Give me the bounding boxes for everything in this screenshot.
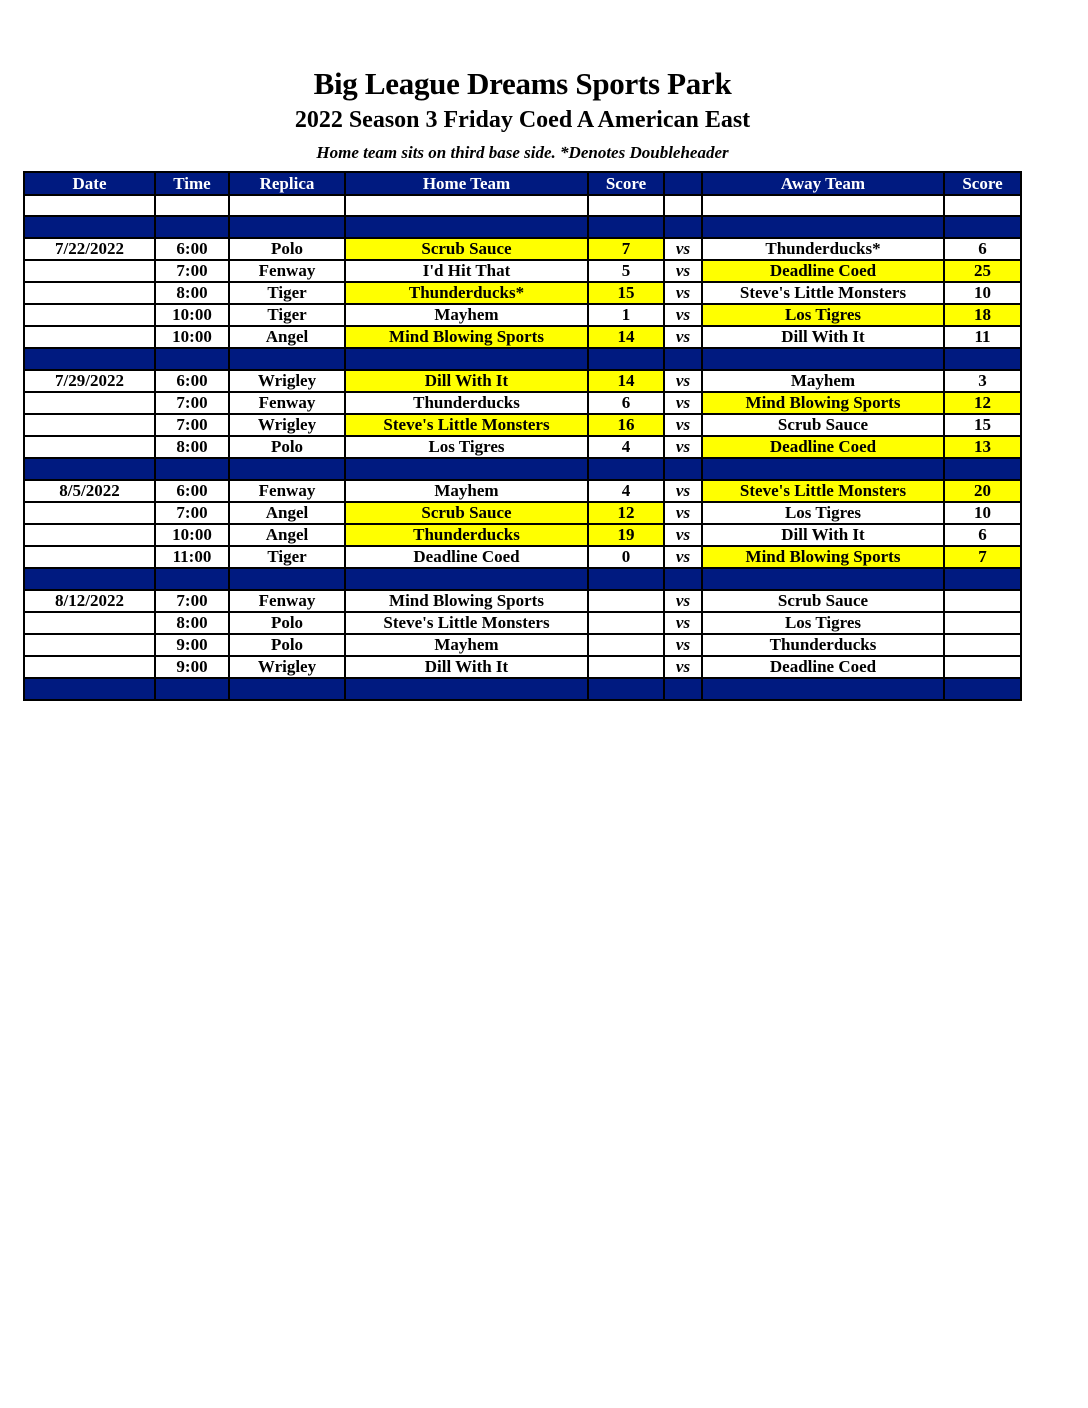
replica-cell: Angel	[229, 524, 345, 546]
week-separator-row-cell	[944, 678, 1021, 700]
date-cell	[24, 304, 155, 326]
home-team-cell: Mayhem	[345, 634, 588, 656]
home-team-cell: Thunderducks	[345, 524, 588, 546]
week-separator-row	[24, 348, 1021, 370]
game-row	[24, 546, 1021, 568]
game-row	[24, 282, 1021, 304]
home-score-cell: 15	[588, 282, 664, 304]
time-cell: 8:00	[155, 282, 229, 304]
away-team-cell: Scrub Sauce	[702, 414, 944, 436]
replica-cell: Angel	[229, 326, 345, 348]
vs-cell: vs	[664, 634, 702, 656]
home-team-cell: Scrub Sauce	[345, 502, 588, 524]
page-subtitle: 2022 Season 3 Friday Coed A American East	[294, 107, 751, 133]
vs-cell: vs	[664, 502, 702, 524]
home-score-cell: 4	[588, 436, 664, 458]
column-header-date: Date	[24, 172, 155, 195]
week-separator-row-cell	[588, 216, 664, 238]
home-team-cell: Mayhem	[345, 304, 588, 326]
week-separator-row-cell	[588, 568, 664, 590]
date-cell: 8/5/2022	[24, 480, 155, 502]
replica-cell: Polo	[229, 612, 345, 634]
week-separator-row	[24, 568, 1021, 590]
vs-cell: vs	[664, 546, 702, 568]
time-cell: 8:00	[155, 436, 229, 458]
week-separator-row-cell	[229, 568, 345, 590]
time-cell: 9:00	[155, 656, 229, 678]
home-team-cell: Dill With It	[345, 370, 588, 392]
week-separator-row-cell	[24, 678, 155, 700]
vs-cell: vs	[664, 656, 702, 678]
vs-cell: vs	[664, 392, 702, 414]
home-score-cell	[588, 590, 664, 612]
week-separator-row-cell	[664, 216, 702, 238]
week-separator-row-cell	[24, 568, 155, 590]
week-separator-row	[24, 216, 1021, 238]
away-score-cell: 12	[944, 392, 1021, 414]
home-score-cell	[588, 612, 664, 634]
away-team-cell: Mind Blowing Sports	[702, 392, 944, 414]
home-score-cell: 16	[588, 414, 664, 436]
week-separator-row-cell	[944, 568, 1021, 590]
blank-row-cell	[229, 195, 345, 216]
game-row	[24, 524, 1021, 546]
time-cell: 7:00	[155, 502, 229, 524]
blank-row-cell	[702, 195, 944, 216]
away-score-cell	[944, 590, 1021, 612]
home-team-cell: Scrub Sauce	[345, 238, 588, 260]
time-cell: 7:00	[155, 414, 229, 436]
vs-cell: vs	[664, 260, 702, 282]
home-score-cell: 1	[588, 304, 664, 326]
away-score-cell: 15	[944, 414, 1021, 436]
game-row	[24, 656, 1021, 678]
time-cell: 10:00	[155, 326, 229, 348]
replica-cell: Wrigley	[229, 370, 345, 392]
time-cell: 7:00	[155, 590, 229, 612]
vs-cell: vs	[664, 326, 702, 348]
date-cell	[24, 436, 155, 458]
date-cell	[24, 414, 155, 436]
game-row	[24, 238, 1021, 260]
week-separator-row-cell	[702, 678, 944, 700]
away-score-cell: 3	[944, 370, 1021, 392]
column-header-away-team: Away Team	[702, 172, 944, 195]
week-separator-row-cell	[588, 458, 664, 480]
column-header-vs	[664, 172, 702, 195]
home-team-cell: Deadline Coed	[345, 546, 588, 568]
time-cell: 11:00	[155, 546, 229, 568]
date-cell	[24, 392, 155, 414]
away-score-cell: 10	[944, 502, 1021, 524]
date-cell: 8/12/2022	[24, 590, 155, 612]
away-team-cell: Scrub Sauce	[702, 590, 944, 612]
home-score-cell: 7	[588, 238, 664, 260]
date-cell: 7/29/2022	[24, 370, 155, 392]
home-score-cell	[588, 634, 664, 656]
game-row	[24, 260, 1021, 282]
game-row	[24, 436, 1021, 458]
away-score-cell: 11	[944, 326, 1021, 348]
away-team-cell: Deadline Coed	[702, 260, 944, 282]
week-separator-row-cell	[345, 348, 588, 370]
week-separator-row-cell	[155, 678, 229, 700]
replica-cell: Tiger	[229, 304, 345, 326]
blank-row-cell	[155, 195, 229, 216]
game-row	[24, 480, 1021, 502]
replica-cell: Polo	[229, 436, 345, 458]
away-team-cell: Los Tigres	[702, 304, 944, 326]
home-score-cell	[588, 656, 664, 678]
week-separator-row-cell	[345, 678, 588, 700]
away-team-cell: Mayhem	[702, 370, 944, 392]
home-team-cell: Mind Blowing Sports	[345, 590, 588, 612]
replica-cell: Fenway	[229, 480, 345, 502]
time-cell: 6:00	[155, 370, 229, 392]
week-separator-row-cell	[345, 458, 588, 480]
away-score-cell: 6	[944, 238, 1021, 260]
replica-cell: Wrigley	[229, 414, 345, 436]
replica-cell: Fenway	[229, 260, 345, 282]
away-score-cell	[944, 656, 1021, 678]
game-row	[24, 326, 1021, 348]
date-cell	[24, 502, 155, 524]
game-row	[24, 634, 1021, 656]
time-cell: 7:00	[155, 260, 229, 282]
week-separator-row-cell	[664, 678, 702, 700]
week-separator-row-cell	[229, 678, 345, 700]
week-separator-row-cell	[24, 458, 155, 480]
week-separator-row-cell	[702, 216, 944, 238]
blank-row	[24, 195, 1021, 216]
week-separator-row-cell	[702, 458, 944, 480]
column-header-away-score: Score	[944, 172, 1021, 195]
week-separator-row-cell	[588, 678, 664, 700]
week-separator-row-cell	[229, 348, 345, 370]
week-separator-row-cell	[702, 348, 944, 370]
page-title: Big League Dreams Sports Park	[313, 66, 732, 101]
column-header-replica: Replica	[229, 172, 345, 195]
replica-cell: Fenway	[229, 590, 345, 612]
vs-cell: vs	[664, 370, 702, 392]
vs-cell: vs	[664, 480, 702, 502]
week-separator-row-cell	[588, 348, 664, 370]
date-cell: 7/22/2022	[24, 238, 155, 260]
week-separator-row-cell	[229, 458, 345, 480]
home-score-cell: 0	[588, 546, 664, 568]
week-separator-row	[24, 678, 1021, 700]
date-cell	[24, 282, 155, 304]
week-separator-row-cell	[24, 216, 155, 238]
schedule-body	[24, 195, 1021, 700]
blank-row-cell	[24, 195, 155, 216]
away-score-cell: 10	[944, 282, 1021, 304]
away-team-cell: Deadline Coed	[702, 656, 944, 678]
game-row	[24, 304, 1021, 326]
schedule-table	[23, 171, 1022, 701]
away-score-cell: 13	[944, 436, 1021, 458]
week-separator-row-cell	[944, 458, 1021, 480]
vs-cell: vs	[664, 238, 702, 260]
week-separator-row-cell	[944, 216, 1021, 238]
time-cell: 10:00	[155, 524, 229, 546]
time-cell: 9:00	[155, 634, 229, 656]
away-team-cell: Dill With It	[702, 326, 944, 348]
replica-cell: Tiger	[229, 282, 345, 304]
replica-cell: Angel	[229, 502, 345, 524]
away-team-cell: Steve's Little Monsters	[702, 480, 944, 502]
date-cell	[24, 656, 155, 678]
column-header-home-score: Score	[588, 172, 664, 195]
home-team-cell: Thunderducks	[345, 392, 588, 414]
time-cell: 6:00	[155, 238, 229, 260]
game-row	[24, 370, 1021, 392]
blank-row-cell	[664, 195, 702, 216]
week-separator-row-cell	[24, 348, 155, 370]
vs-cell: vs	[664, 612, 702, 634]
week-separator-row-cell	[944, 348, 1021, 370]
blank-row-cell	[588, 195, 664, 216]
away-score-cell: 20	[944, 480, 1021, 502]
home-score-cell: 14	[588, 326, 664, 348]
vs-cell: vs	[664, 436, 702, 458]
column-header-time: Time	[155, 172, 229, 195]
home-score-cell: 12	[588, 502, 664, 524]
away-team-cell: Los Tigres	[702, 502, 944, 524]
column-header-home-team: Home Team	[345, 172, 588, 195]
away-score-cell: 25	[944, 260, 1021, 282]
away-score-cell	[944, 612, 1021, 634]
home-team-cell: Steve's Little Monsters	[345, 612, 588, 634]
away-team-cell: Deadline Coed	[702, 436, 944, 458]
home-team-cell: Dill With It	[345, 656, 588, 678]
away-score-cell: 7	[944, 546, 1021, 568]
game-row	[24, 414, 1021, 436]
away-team-cell: Los Tigres	[702, 612, 944, 634]
home-team-cell: Mayhem	[345, 480, 588, 502]
time-cell: 10:00	[155, 304, 229, 326]
week-separator-row-cell	[155, 216, 229, 238]
home-team-cell: Steve's Little Monsters	[345, 414, 588, 436]
replica-cell: Polo	[229, 238, 345, 260]
vs-cell: vs	[664, 414, 702, 436]
week-separator-row-cell	[664, 568, 702, 590]
vs-cell: vs	[664, 304, 702, 326]
away-team-cell: Thunderducks*	[702, 238, 944, 260]
date-cell	[24, 260, 155, 282]
away-score-cell: 6	[944, 524, 1021, 546]
home-team-cell: I'd Hit That	[345, 260, 588, 282]
blank-row-cell	[345, 195, 588, 216]
vs-cell: vs	[664, 524, 702, 546]
game-row	[24, 612, 1021, 634]
replica-cell: Polo	[229, 634, 345, 656]
away-team-cell: Dill With It	[702, 524, 944, 546]
week-separator-row-cell	[664, 348, 702, 370]
replica-cell: Fenway	[229, 392, 345, 414]
home-score-cell: 14	[588, 370, 664, 392]
page-note: Home team sits on third base side. *Denotes Doubleheader	[316, 143, 729, 162]
date-cell	[24, 524, 155, 546]
home-score-cell: 19	[588, 524, 664, 546]
away-team-cell: Mind Blowing Sports	[702, 546, 944, 568]
week-separator-row-cell	[155, 348, 229, 370]
away-score-cell	[944, 634, 1021, 656]
date-cell	[24, 612, 155, 634]
game-row	[24, 502, 1021, 524]
time-cell: 7:00	[155, 392, 229, 414]
away-team-cell: Steve's Little Monsters	[702, 282, 944, 304]
home-score-cell: 6	[588, 392, 664, 414]
home-score-cell: 4	[588, 480, 664, 502]
replica-cell: Tiger	[229, 546, 345, 568]
away-score-cell: 18	[944, 304, 1021, 326]
date-cell	[24, 326, 155, 348]
vs-cell: vs	[664, 590, 702, 612]
game-row	[24, 590, 1021, 612]
away-team-cell: Thunderducks	[702, 634, 944, 656]
week-separator-row	[24, 458, 1021, 480]
vs-cell: vs	[664, 282, 702, 304]
week-separator-row-cell	[155, 568, 229, 590]
blank-row-cell	[944, 195, 1021, 216]
week-separator-row-cell	[229, 216, 345, 238]
home-team-cell: Los Tigres	[345, 436, 588, 458]
date-cell	[24, 546, 155, 568]
time-cell: 8:00	[155, 612, 229, 634]
home-team-cell: Mind Blowing Sports	[345, 326, 588, 348]
header-row	[24, 172, 1021, 195]
week-separator-row-cell	[702, 568, 944, 590]
game-row	[24, 392, 1021, 414]
home-score-cell: 5	[588, 260, 664, 282]
replica-cell: Wrigley	[229, 656, 345, 678]
date-cell	[24, 634, 155, 656]
time-cell: 6:00	[155, 480, 229, 502]
week-separator-row-cell	[345, 568, 588, 590]
week-separator-row-cell	[345, 216, 588, 238]
week-separator-row-cell	[155, 458, 229, 480]
home-team-cell: Thunderducks*	[345, 282, 588, 304]
week-separator-row-cell	[664, 458, 702, 480]
